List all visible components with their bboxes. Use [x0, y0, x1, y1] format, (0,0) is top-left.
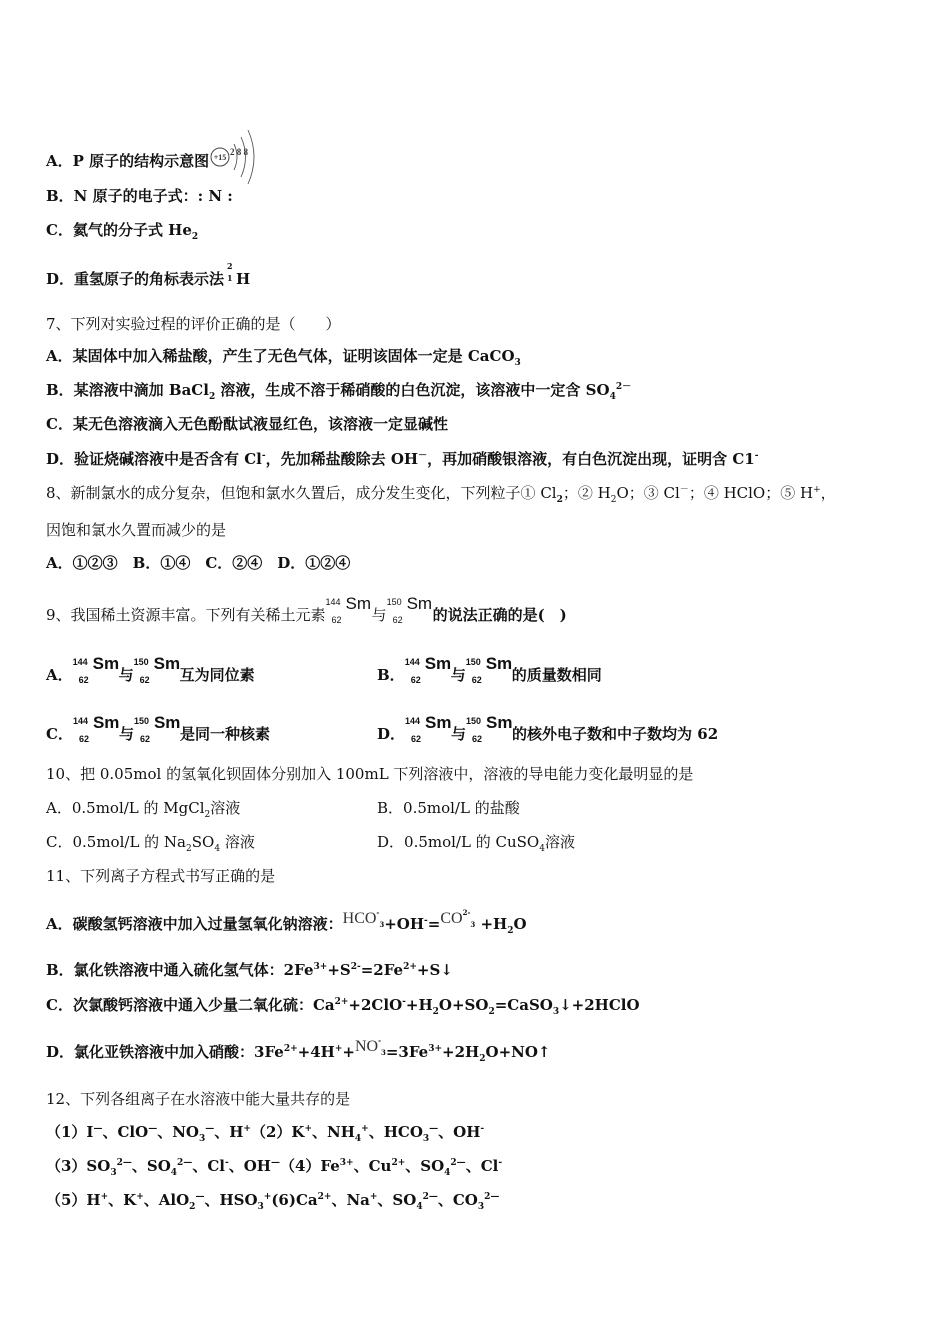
q6-option-d: D．重氢原子的角标表示法 2 1 H: [46, 261, 251, 288]
q8-options: A．①②③ B．①④ C．②④ D．①②④: [46, 554, 351, 572]
ion-co3: CO$^{2-3}$: [440, 908, 476, 929]
atom-structure-diagram: [210, 126, 262, 188]
q8-stem-line2: 因饱和氯水久置而减少的是: [46, 521, 227, 539]
q7-option-a: A．某固体中加入稀盐酸，产生了无色气体，证明该固体一定是 CaCO$_3$: [46, 347, 521, 368]
q12-stem: 12、下列各组离子在水溶液中能大量共存的是: [46, 1090, 351, 1108]
q8-stem: 8、新制氯水的成分复杂，但饱和氯水久置后，成分发生变化，下列粒子① $Cl_2$；② $H_2O$；③ Cl－；④ HClO；⑤ H+，: [46, 484, 836, 505]
atom-shells: 2 8 8: [230, 147, 249, 157]
q12-group-1-2: （1）I—、ClO—、$NO_3^—$、H+（2）K+、$NH_4^+$、$HCO_3^—$、OH-: [46, 1123, 485, 1144]
q9-stem: 9、我国稀土资源丰富。下列有关稀土元素 144 62 Sm 与 150 62 Sm 的说法正确的是( ): [46, 594, 567, 625]
q10-option-c: C．0.5mol/L 的 $Na_2SO_4$ 溶液: [46, 833, 255, 854]
deuterium-scripts: 2 1: [227, 261, 233, 283]
q6-option-c: C．氦气的分子式 $He_2$: [46, 221, 199, 242]
q10-stem: 10、把 0.05mol 的氢氧化钡固体分别加入 100mL 下列溶液中，溶液的导电能力变化最明显的是: [46, 765, 694, 783]
ion-hco3: $HCO^{-3}$: [342, 908, 385, 929]
q11-option-c: C．次氯酸钙溶液中通入少量二氧化硫：$Ca^{2+}+2ClO^-+H_2O+SO_2=CaSO_3↓+2HClO$: [46, 996, 640, 1017]
q11-option-b: B．氯化铁溶液中通入硫化氢气体：$2Fe^{3+}+S^{2-}=2Fe^{2+}+S↓$: [46, 961, 453, 979]
ion-no3: $NO^{-3}$: [354, 1036, 386, 1057]
q12-group-3-4: $(3)SO_3^{2—}$、$SO_4^{2—}$、Cl-、$OH^—(4)Fe^{3+}$、$Cu^{2+}$、$SO_4^{2—}$、Cl-: [46, 1157, 503, 1178]
q10-option-b: B．0.5mol/L 的盐酸: [377, 799, 520, 817]
q9-option-d: D． 144 62 Sm 与 150 62 Sm 的核外电子数和中子数均为 62: [377, 713, 719, 744]
q11-stem: 11、下列离子方程式书写正确的是: [46, 867, 276, 885]
atom-nucleus: +15: [214, 153, 227, 162]
q10-option-d: D．0.5mol/L 的 CuSO$_4$溶液: [377, 833, 575, 854]
q7-stem: 7、下列对实验过程的评价正确的是（ ）: [46, 315, 341, 333]
q9-option-a: A． 144 62 Sm 与 150 62 Sm 互为同位素: [46, 654, 255, 685]
q7-option-b: B．某溶液中滴加 BaCl$_2$ 溶液，生成不溶于稀硝酸的白色沉淀，该溶液中一定含 $SO_4^{2-}$: [46, 381, 632, 402]
q9-option-c: C． 144 62 Sm 与 150 62 Sm 是同一种核素: [46, 713, 270, 744]
q11-option-d: D．氯化亚铁溶液中加入硝酸：$3Fe^{2+}+4H^++NO^{-3}=3Fe^{3+}+2H_2O+NO↑$: [46, 1042, 550, 1068]
isotope-sm150: 150 62 Sm: [386, 594, 433, 625]
q12-group-5-6: （5）H+、K+、AlO$_2$—、$HSO_3^+(6)Ca^{2+}$、Na+、$SO_4^{2—}$、$CO_3^{2—}$: [46, 1191, 500, 1212]
isotope-sm144: 144 62 Sm: [325, 594, 372, 625]
q6-option-a: A．P 原子的结构示意图 +15 2 8 8: [46, 126, 262, 188]
q11-option-a: A．碳酸氢钙溶液中加入过量氢氧化钠溶液：$HCO^{-3}+OH^-=CO^{2-3} +H_2O$: [46, 914, 527, 940]
q7-option-d: D．验证烧碱溶液中是否含有 Cl-，先加稀盐酸除去 OH－，再加硝酸银溶液，有白色沉淀出现，证明含 C1-: [46, 450, 759, 468]
q7-option-c: C．某无色溶液滴入无色酚酞试液显红色，该溶液一定显碱性: [46, 415, 448, 433]
q10-option-a: A．0.5mol/L 的 MgCl$_2$溶液: [46, 799, 241, 820]
q9-option-b: B． 144 62 Sm 与 150 62 Sm 的质量数相同: [377, 654, 602, 685]
q6-option-b: B．N 原子的电子式：: N :: [46, 187, 233, 205]
